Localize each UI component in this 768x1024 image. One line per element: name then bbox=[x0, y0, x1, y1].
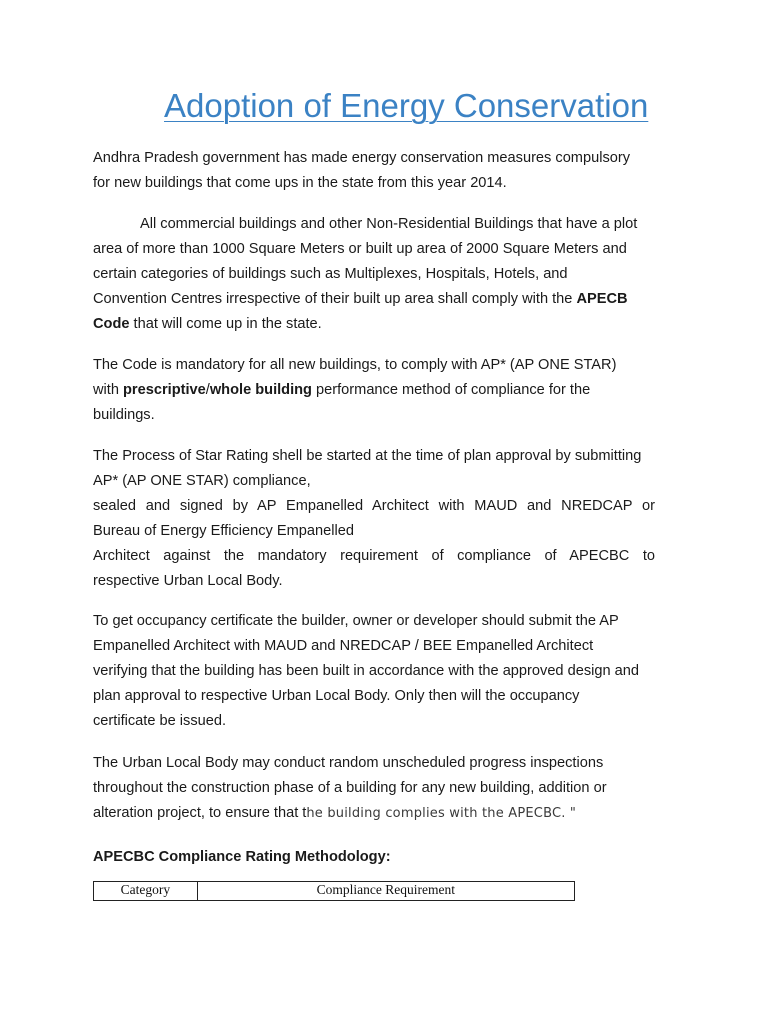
paragraph-line: AP* (AP ONE STAR) compliance, bbox=[93, 473, 311, 489]
table-header-cell: Compliance Requirement bbox=[316, 882, 456, 897]
paragraph-line: certificate be issued. bbox=[93, 713, 227, 729]
paragraph-3 bbox=[93, 353, 683, 428]
paragraph-line: Andhra Pradesh government has made energy conservation measures compulsory bbox=[93, 150, 631, 166]
page-title: Adoption of Energy Conservation bbox=[164, 87, 649, 124]
paragraph-line: throughout the construction phase of a building for any new building, addition or bbox=[93, 780, 607, 796]
paragraph-line: Architect against the mandatory requirement of compliance of APECBC to bbox=[93, 548, 655, 564]
table-header-cell: Category bbox=[94, 882, 198, 901]
compliance-table bbox=[93, 881, 575, 901]
paragraph-line bbox=[93, 287, 683, 312]
paragraph-text: performance method of compliance for the bbox=[311, 382, 591, 398]
paragraph-line: sealed and signed by AP Empanelled Architect with MAUD and NREDCAP or bbox=[93, 498, 655, 514]
paragraph-2 bbox=[93, 212, 683, 337]
paragraph-line: certain categories of buildings such as Multiplexes, Hospitals, Hotels, and bbox=[93, 266, 568, 282]
paragraph-line: Empanelled Architect with MAUD and NREDCAP / BEE Empanelled Architect bbox=[93, 638, 594, 654]
paragraph-line: respective Urban Local Body. bbox=[93, 573, 283, 589]
paragraph-line bbox=[93, 378, 683, 403]
section-heading: APECBC Compliance Rating Methodology: bbox=[93, 849, 391, 865]
paragraph-text-faint: he building complies with the APECBC. " bbox=[306, 806, 577, 821]
paragraph-text: Convention Centres irrespective of their built up area shall comply with the bbox=[93, 291, 577, 307]
paragraph-line: The Code is mandatory for all new buildings, to comply with AP* (AP ONE STAR) bbox=[93, 357, 617, 373]
paragraph-line: All commercial buildings and other Non-Residential Buildings that have a plot bbox=[140, 216, 638, 232]
paragraph-6 bbox=[93, 751, 683, 826]
paragraph-line: Bureau of Energy Efficiency Empanelled bbox=[93, 523, 354, 539]
paragraph-line bbox=[93, 801, 683, 826]
bold-term: prescriptive bbox=[123, 382, 206, 398]
paragraph-text: alteration project, to ensure that t bbox=[93, 805, 307, 821]
paragraph-text: / bbox=[205, 382, 210, 398]
bold-term: APECB bbox=[576, 291, 628, 307]
paragraph-line: To get occupancy certificate the builder, owner or developer should submit the AP bbox=[93, 613, 619, 629]
paragraph-line: The Process of Star Rating shell be started at the time of plan approval by submitting bbox=[93, 448, 642, 464]
paragraph-line: buildings. bbox=[93, 407, 155, 423]
paragraph-line bbox=[93, 312, 683, 337]
paragraph-line: plan approval to respective Urban Local Body. Only then will the occupancy bbox=[93, 688, 580, 704]
paragraph-line: for new buildings that come ups in the state from this year 2014. bbox=[93, 175, 507, 191]
paragraph-1 bbox=[93, 146, 683, 196]
paragraph-line: verifying that the building has been built in accordance with the approved design and bbox=[93, 663, 640, 679]
paragraph-line: The Urban Local Body may conduct random unscheduled progress inspections bbox=[93, 755, 604, 771]
paragraph-line: area of more than 1000 Square Meters or built up area of 2000 Square Meters and bbox=[93, 241, 627, 257]
paragraph-5 bbox=[93, 609, 683, 734]
paragraph-text: that will come up in the state. bbox=[129, 316, 322, 332]
paragraph-4 bbox=[93, 444, 683, 594]
bold-term: whole building bbox=[209, 382, 312, 398]
bold-term: Code bbox=[93, 316, 130, 332]
table-header-row bbox=[94, 882, 575, 901]
paragraph-text: with bbox=[93, 382, 124, 398]
